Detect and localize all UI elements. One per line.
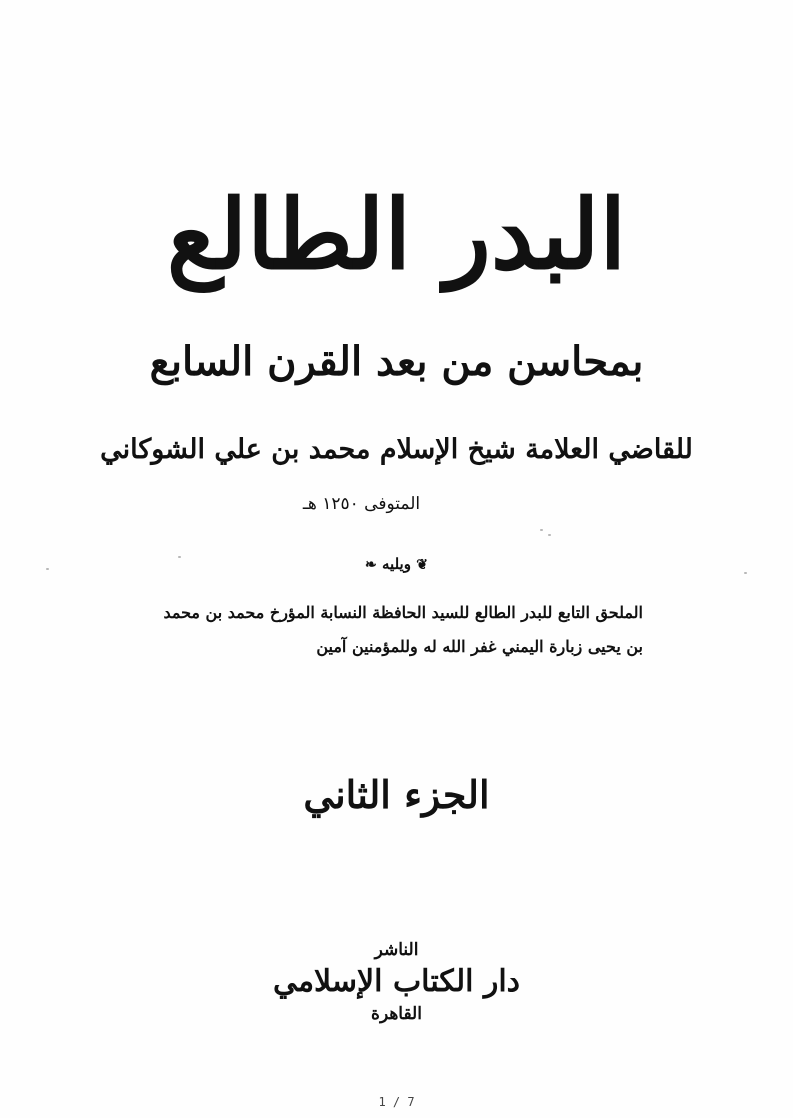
author-line: للقاضي العلامة شيخ الإسلام محمد بن علي الشوكاني: [100, 434, 693, 465]
scan-speck: [178, 556, 181, 558]
scan-speck: [548, 534, 551, 536]
page-counter: 1 / 7: [378, 1095, 415, 1109]
appendix-heading: [0, 550, 793, 579]
scan-speck: [744, 572, 747, 574]
appendix-label: ويليه: [382, 555, 411, 573]
publisher-label: الناشر: [374, 940, 419, 960]
book-subtitle: بمحاسن من بعد القرن السابع: [149, 338, 644, 385]
volume-title: الجزء الثاني: [303, 772, 490, 817]
death-date: المتوفى ١٢٥٠ هـ: [302, 494, 421, 514]
appendix-description: الملحق التابع للبدر الطالع للسيد الحافظة النسابة المؤرخ محمد بن محمد بن يحيى زبارة اليمني غفر الله له وللمؤمنين آمين: [163, 603, 643, 656]
scan-speck: [540, 529, 543, 531]
ornament-left-icon: ❦: [416, 557, 428, 573]
book-title: البدر الطالع: [166, 178, 627, 291]
ornament-right-icon: ❧: [365, 557, 377, 573]
publisher-name: دار الكتاب الإسلامي: [272, 964, 521, 999]
scan-speck: [46, 568, 49, 570]
publisher-city: القاهرة: [371, 1004, 422, 1024]
